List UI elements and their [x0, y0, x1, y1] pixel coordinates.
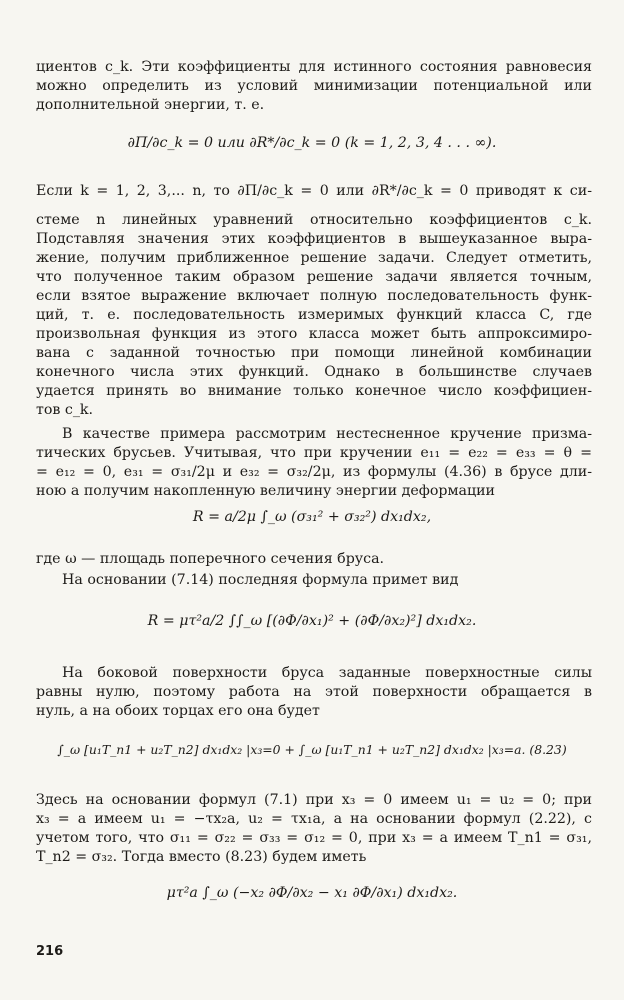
text-line: если взятое выражение включает полную последовательность функ-	[36, 288, 592, 304]
equation: R = a/2μ ∫_ω (σ₃₁² + σ₃₂²) dx₁dx₂,	[192, 509, 432, 525]
text-line: На основании (7.14) последняя формула примет вид	[62, 572, 459, 588]
text-line: Здесь на основании формул (7.1) при x₃ = 0 имеем u₁ = u₂ = 0; при	[36, 792, 592, 808]
text-line: тов c_k.	[36, 402, 94, 418]
text-line: произвольная функция из этого класса может быть аппроксимиро-	[36, 326, 592, 342]
text-line: T_n2 = σ₃₂. Тогда вместо (8.23) будем иметь	[36, 849, 367, 865]
text-line: = e₁₂ = 0, e₃₁ = σ₃₁/2μ и e₃₂ = σ₃₂/2μ, из формулы (4.36) в брусе дли-	[36, 464, 592, 480]
text-line: Если k = 1, 2, 3,... n, то ∂Π/∂c_k = 0 или ∂R*/∂c_k = 0 приводят к си-	[36, 183, 592, 199]
text-line: x₃ = a имеем u₁ = −τx₂a, u₂ = τx₁a, а на основании формул (2.22), с	[36, 811, 592, 827]
text-line: жение, получим приближенное решение задачи. Следует отметить,	[36, 250, 592, 266]
equation: ∫_ω [u₁T_n1 + u₂T_n2] dx₁dx₂ |x₃=0 + ∫_ω [u₁T_n1 + u₂T_n2] dx₁dx₂ |x₃=a. (8.23)	[57, 742, 567, 757]
text-line: конечного числа этих функций. Однако в большинстве случаев	[36, 364, 592, 380]
text-line: Подставляя значения этих коэффициентов в вышеуказанное выра-	[36, 231, 592, 247]
equation: μτ²a ∫_ω (−x₂ ∂Φ/∂x₂ − x₁ ∂Φ/∂x₁) dx₁dx₂.	[166, 885, 458, 901]
text-line: учетом того, что σ₁₁ = σ₂₂ = σ₃₃ = σ₁₂ = 0, при x₃ = a имеем T_n1 = σ₃₁,	[36, 830, 592, 846]
text-line: можно определить из условий минимизации потенциальной или	[36, 78, 592, 94]
text-line: ций, т. е. последовательность измеримых функций класса C, где	[36, 307, 592, 323]
page-number: 216	[36, 944, 64, 959]
equation: ∂Π/∂c_k = 0 или ∂R*/∂c_k = 0 (k = 1, 2, 3, 4 . . . ∞).	[127, 135, 497, 151]
text-line: тических брусьев. Учитывая, что при кручении e₁₁ = e₂₂ = e₃₃ = θ =	[36, 445, 592, 461]
text-line: равны нулю, поэтому работа на этой поверхности обращается в	[36, 684, 592, 700]
text-line: вана с заданной точностью при помощи линейной комбинации	[36, 345, 592, 361]
text-line: что полученное таким образом решение задачи является точным,	[36, 269, 592, 285]
text-line: дополнительной энергии, т. е.	[36, 97, 265, 113]
text-line: ною a получим накопленную величину энергии деформации	[36, 483, 496, 499]
equation: R = μτ²a/2 ∫∫_ω [(∂Φ/∂x₁)² + (∂Φ/∂x₂)²] dx₁dx₂.	[147, 613, 477, 629]
text-line: На боковой поверхности бруса заданные поверхностные силы	[62, 665, 592, 681]
text-line: где ω — площадь поперечного сечения бруса.	[36, 551, 385, 567]
text-line: В качестве примера рассмотрим нестесненное кручение призма-	[62, 426, 592, 442]
text-line: удается принять во внимание только конечное число коэффициен-	[36, 383, 592, 399]
text-line: стеме n линейных уравнений относительно коэффициентов c_k.	[36, 212, 592, 228]
text-line: циентов c_k. Эти коэффициенты для истинного состояния равновесия	[36, 59, 592, 75]
text-line: нуль, а на обоих торцах его она будет	[36, 703, 320, 719]
